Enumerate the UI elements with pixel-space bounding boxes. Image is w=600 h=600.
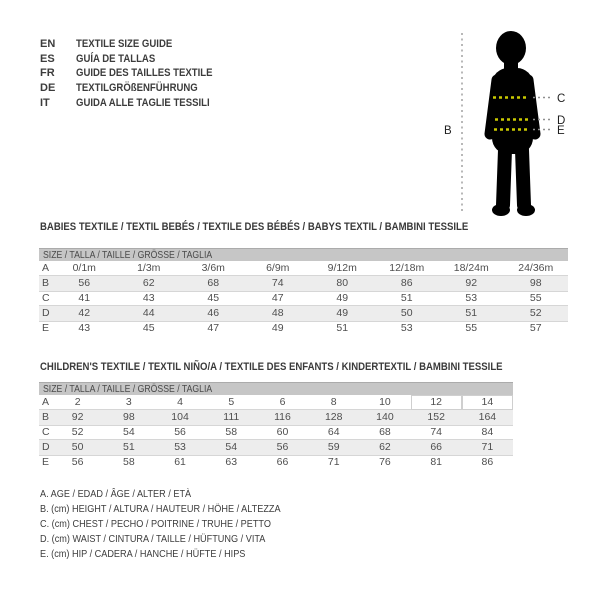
table-cell: 116	[274, 411, 291, 423]
measurement-diagram	[437, 10, 597, 225]
height-label: B	[444, 125, 452, 137]
table-cell: 10	[379, 396, 391, 408]
table-cell: 62	[379, 441, 391, 453]
table-cell: 86	[400, 277, 413, 289]
language-row	[40, 81, 233, 96]
language-label: GUÍA DE TALLAS	[76, 52, 156, 65]
table-cell: 59	[327, 441, 340, 453]
row-label: C	[42, 426, 50, 438]
table-cell: 49	[271, 322, 284, 334]
table-row	[39, 410, 513, 425]
language-row	[40, 52, 233, 67]
language-label: TEXTILE SIZE GUIDE	[76, 38, 173, 50]
table-cell: 56	[174, 426, 186, 438]
children-section-title: CHILDREN'S TEXTILE / TEXTIL NIÑO/A / TEXTILE DES ENFANTS / KINDERTEXTIL / BAMBINI TESSILE	[40, 361, 503, 373]
table-row	[39, 306, 568, 321]
language-list	[40, 37, 233, 111]
table-cell: 43	[78, 322, 91, 334]
table-row	[39, 276, 568, 291]
table-cell: 14	[462, 395, 513, 410]
table-cell: 57	[529, 322, 542, 334]
language-label: GUIDE DES TAILLES TEXTILE	[76, 67, 213, 80]
table-cell: 43	[142, 292, 155, 304]
table-cell: 98	[122, 411, 135, 423]
table-cell: 74	[430, 426, 442, 438]
table-cell: 54	[225, 441, 238, 453]
table-cell: 55	[465, 322, 478, 334]
table-cell: 54	[122, 426, 135, 438]
silhouette-right-leg	[522, 150, 524, 205]
table-cell: 61	[174, 456, 186, 468]
row-label: E	[42, 456, 50, 468]
silhouette-left-leg	[503, 150, 505, 205]
table-cell: 47	[207, 322, 220, 334]
table-cell: 12/18m	[389, 262, 425, 274]
language-label: GUIDA ALLE TAGLIE TESSILI	[76, 96, 210, 109]
table-cell: 50	[71, 441, 84, 453]
language-row	[40, 66, 233, 81]
chest-label: C	[557, 93, 566, 105]
table-cell: 92	[71, 411, 84, 423]
language-code: EN	[40, 38, 56, 50]
table-cell: 56	[78, 277, 91, 289]
table-cell: 53	[465, 292, 478, 304]
table-cell: 53	[400, 322, 413, 334]
table-row	[39, 440, 513, 455]
table-cell: 47	[271, 292, 284, 304]
table-cell: 68	[379, 426, 391, 438]
table-cell: 4	[177, 396, 183, 408]
table-cell: 51	[465, 307, 478, 319]
table-cell: 71	[481, 441, 494, 453]
table-cell: 58	[122, 456, 135, 468]
table-cell: 0/1m	[72, 262, 96, 274]
table-cell: 128	[324, 411, 343, 423]
language-code: ES	[40, 52, 55, 65]
size-header-band: SIZE / TALLA / TAILLE / GRÖSSE / TAGLIA	[39, 248, 568, 261]
table-row	[39, 291, 568, 306]
table-cell: 49	[336, 307, 349, 319]
table-cell: 62	[142, 277, 155, 289]
table-cell: 6/9m	[266, 262, 290, 274]
table-row	[39, 425, 513, 440]
legend-line-chest: C. (cm) CHEST / PECHO / POITRINE / TRUHE / PETTO	[40, 518, 271, 530]
table-cell: 52	[529, 307, 542, 319]
table-cell: 3	[125, 396, 132, 408]
language-code: FR	[40, 67, 55, 80]
row-label: D	[42, 441, 50, 453]
row-label: B	[42, 277, 50, 289]
table-row	[39, 321, 568, 336]
table-cell: 71	[327, 456, 340, 468]
measurement-legend	[40, 487, 317, 562]
language-row	[40, 37, 233, 52]
table-cell: 52	[71, 426, 84, 438]
table-cell: 12	[411, 395, 462, 410]
table-cell: 86	[481, 456, 494, 468]
table-cell: 3/6m	[201, 262, 225, 274]
table-cell: 63	[225, 456, 238, 468]
table-cell: 92	[465, 277, 478, 289]
child-silhouette	[490, 31, 535, 216]
table-cell: 66	[430, 441, 442, 453]
table-cell: 2	[74, 396, 81, 408]
table-cell: 66	[276, 456, 289, 468]
table-row	[39, 395, 513, 410]
table-cell: 76	[379, 456, 391, 468]
silhouette-right-arm	[528, 80, 535, 134]
table-cell: 164	[478, 411, 497, 423]
table-cell: 45	[142, 322, 155, 334]
table-cell: 152	[427, 411, 445, 423]
table-cell: 46	[207, 307, 220, 319]
table-cell: 5	[228, 396, 235, 408]
table-cell: 53	[174, 441, 186, 453]
table-cell: 51	[400, 292, 413, 304]
table-cell: 60	[276, 426, 289, 438]
babies-size-table	[39, 248, 568, 336]
table-cell: 104	[171, 411, 189, 423]
row-label: D	[42, 307, 50, 319]
table-cell: 24/36m	[518, 262, 554, 274]
language-label: TEXTILGRÖßENFÜHRUNG	[76, 82, 198, 95]
row-label: A	[42, 262, 50, 274]
table-cell: 111	[223, 411, 240, 423]
language-code: DE	[40, 82, 56, 95]
row-label: E	[42, 322, 50, 334]
silhouette-left-arm	[490, 80, 497, 134]
table-cell: 58	[225, 426, 238, 438]
table-cell: 48	[271, 307, 284, 319]
table-cell: 84	[481, 426, 494, 438]
table-cell: 50	[400, 307, 413, 319]
table-cell: 55	[529, 292, 542, 304]
table-cell: 49	[336, 292, 349, 304]
table-cell: 6	[279, 396, 286, 408]
legend-line-hip: E. (cm) HIP / CADERA / HANCHE / HÜFTE / HIPS	[40, 548, 246, 560]
legend-line-age: A. AGE / EDAD / ÂGE / ALTER / ETÀ	[40, 488, 192, 500]
row-label: C	[42, 292, 50, 304]
table-cell: 44	[142, 307, 155, 319]
table-cell: 51	[122, 441, 135, 453]
table-cell: 56	[71, 456, 84, 468]
hip-label: E	[557, 125, 565, 137]
table-cell: 18/24m	[453, 262, 489, 274]
table-cell: 1/3m	[137, 262, 161, 274]
table-cell: 42	[78, 307, 91, 319]
table-row	[39, 261, 568, 276]
row-label: B	[42, 411, 50, 423]
table-cell: 98	[529, 277, 542, 289]
table-cell: 140	[376, 411, 394, 423]
table-cell: 9/12m	[327, 262, 357, 274]
legend-line-height: B. (cm) HEIGHT / ALTURA / HAUTEUR / HÖHE / ALTEZZA	[40, 503, 281, 515]
size-header-band: SIZE / TALLA / TAILLE / GRÖSSE / TAGLIA	[39, 382, 513, 395]
table-cell: 64	[327, 426, 340, 438]
table-cell: 41	[78, 292, 91, 304]
waist-label: D	[557, 115, 566, 127]
table-cell: 56	[276, 441, 289, 453]
babies-section-title: BABIES TEXTILE / TEXTIL BEBÉS / TEXTILE DES BÉBÉS / BABYS TEXTIL / BAMBINI TESSILE	[40, 221, 469, 233]
table-cell: 68	[207, 277, 220, 289]
table-cell: 45	[207, 292, 220, 304]
table-cell: 74	[271, 277, 284, 289]
table-cell: 8	[330, 396, 337, 408]
legend-line-waist: D. (cm) WAIST / CINTURA / TAILLE / HÜFTUNG / VITA	[40, 533, 266, 545]
language-code: IT	[40, 96, 50, 109]
table-row	[39, 455, 513, 470]
language-row	[40, 96, 233, 111]
child-silhouette-figure	[437, 10, 597, 225]
table-cell: 80	[336, 277, 349, 289]
table-cell: 81	[430, 456, 442, 468]
silhouette-right-foot	[517, 204, 535, 216]
silhouette-left-foot	[492, 204, 510, 216]
row-label: A	[42, 396, 50, 408]
table-cell: 51	[336, 322, 349, 334]
children-size-table	[39, 382, 513, 470]
